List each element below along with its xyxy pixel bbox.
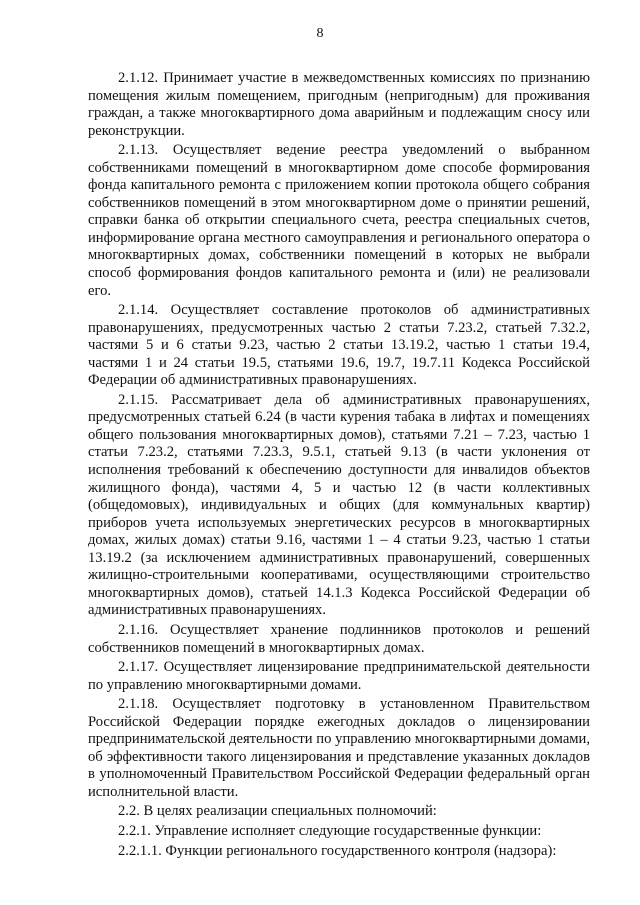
paragraph-2-1-18: 2.1.18. Осуществляет подготовку в установленном Правительством Российской Федерации порядке ежегодных докладов о лицензировании предпринимательской деятельности по управлению многоквартирными домами, об эффективности такого лицензирования и представление указанных докладов в уполномоченный Правительством Российской Федерации федеральный орган исполнительной власти. [88, 696, 590, 800]
paragraph-2-1-14: 2.1.14. Осуществляет составление протоколов об административных правонарушениях, предусмотренных частью 2 статьи 7.23.2, статьей 7.32.2, частями 5 и 6 статьи 9.23, частью 2 статьи 13.19.2, частью 1 статьи 19.4, частями 1 и 24 статьи 19.5, статьями 19.6, 19.7, 19.7.11 Кодекса Российской Федерации об административных правонарушениях. [88, 302, 590, 389]
paragraph-2-1-16: 2.1.16. Осуществляет хранение подлинников протоколов и решений собственников помещений в многоквартирных домах. [88, 621, 590, 656]
paragraph-2-1-17: 2.1.17. Осуществляет лицензирование предпринимательской деятельности по управлению многоквартирными домами. [88, 659, 590, 693]
paragraph-2-1-13: 2.1.13. Осуществляет ведение реестра уведомлений о выбранном собственниками помещений в многоквартирном доме способе формирования фонда капитального ремонта с приложением копии протокола общего собрания собственников помещений в этом многоквартирном доме о принятии решений, справки банка об открытии специального счета, реестра специальных счетов, информирование органа местного самоуправления и регионального оператора о многоквартирных домах, собственники помещений в которых не выбрали способ формирования фондов капитального ремонта и (или) не реализовали его. [88, 142, 590, 299]
paragraph-2-1-12: 2.1.12. Принимает участие в межведомственных комиссиях по признанию помещения жилым помещением, пригодным (непригодным) для проживания граждан, а также многоквартирного дома аварийным и подлежащим сносу или реконструкции. [88, 70, 590, 139]
paragraph-2-2-1: 2.2.1. Управление исполняет следующие государственные функции: [118, 822, 542, 839]
paragraph-2-2: 2.2. В целях реализации специальных полномочий: [118, 803, 437, 820]
paragraph-2-2-1-1: 2.2.1.1. Функции регионального государственного контроля (надзора): [118, 842, 557, 859]
paragraph-2-1-15: 2.1.15. Рассматривает дела об административных правонарушениях, предусмотренных статьей 6.24 (в части курения табака в лифтах и помещениях общего пользования многоквартирных домов), статьями 7.21 – 7.23, частью 1 статьи 7.23.2, статьями 7.23.3, 9.5.1, статьей 9.13 (в части уклонения от исполнения требований к обеспечению доступности для инвалидов объектов жилищного фонда), частями 4, 5 и частью 12 (в части коллективных (общедомовых), индивидуальных и общих (для коммунальных квартир) приборов учета используемых энергетических ресурсов в многоквартирных домах, жилых домах) статьи 9.16, частями 1 – 4 статьи 9.23, частью 1 статьи 13.19.2 (за исключением административных правонарушений, совершенных жилищно-строительными кооперативами, осуществляющими строительство многоквартирных домов), статьей 14.1.3 Кодекса Российской Федерации об административных правонарушениях. [88, 391, 590, 619]
page-number: 8 [316, 26, 324, 41]
document-body [88, 70, 590, 862]
